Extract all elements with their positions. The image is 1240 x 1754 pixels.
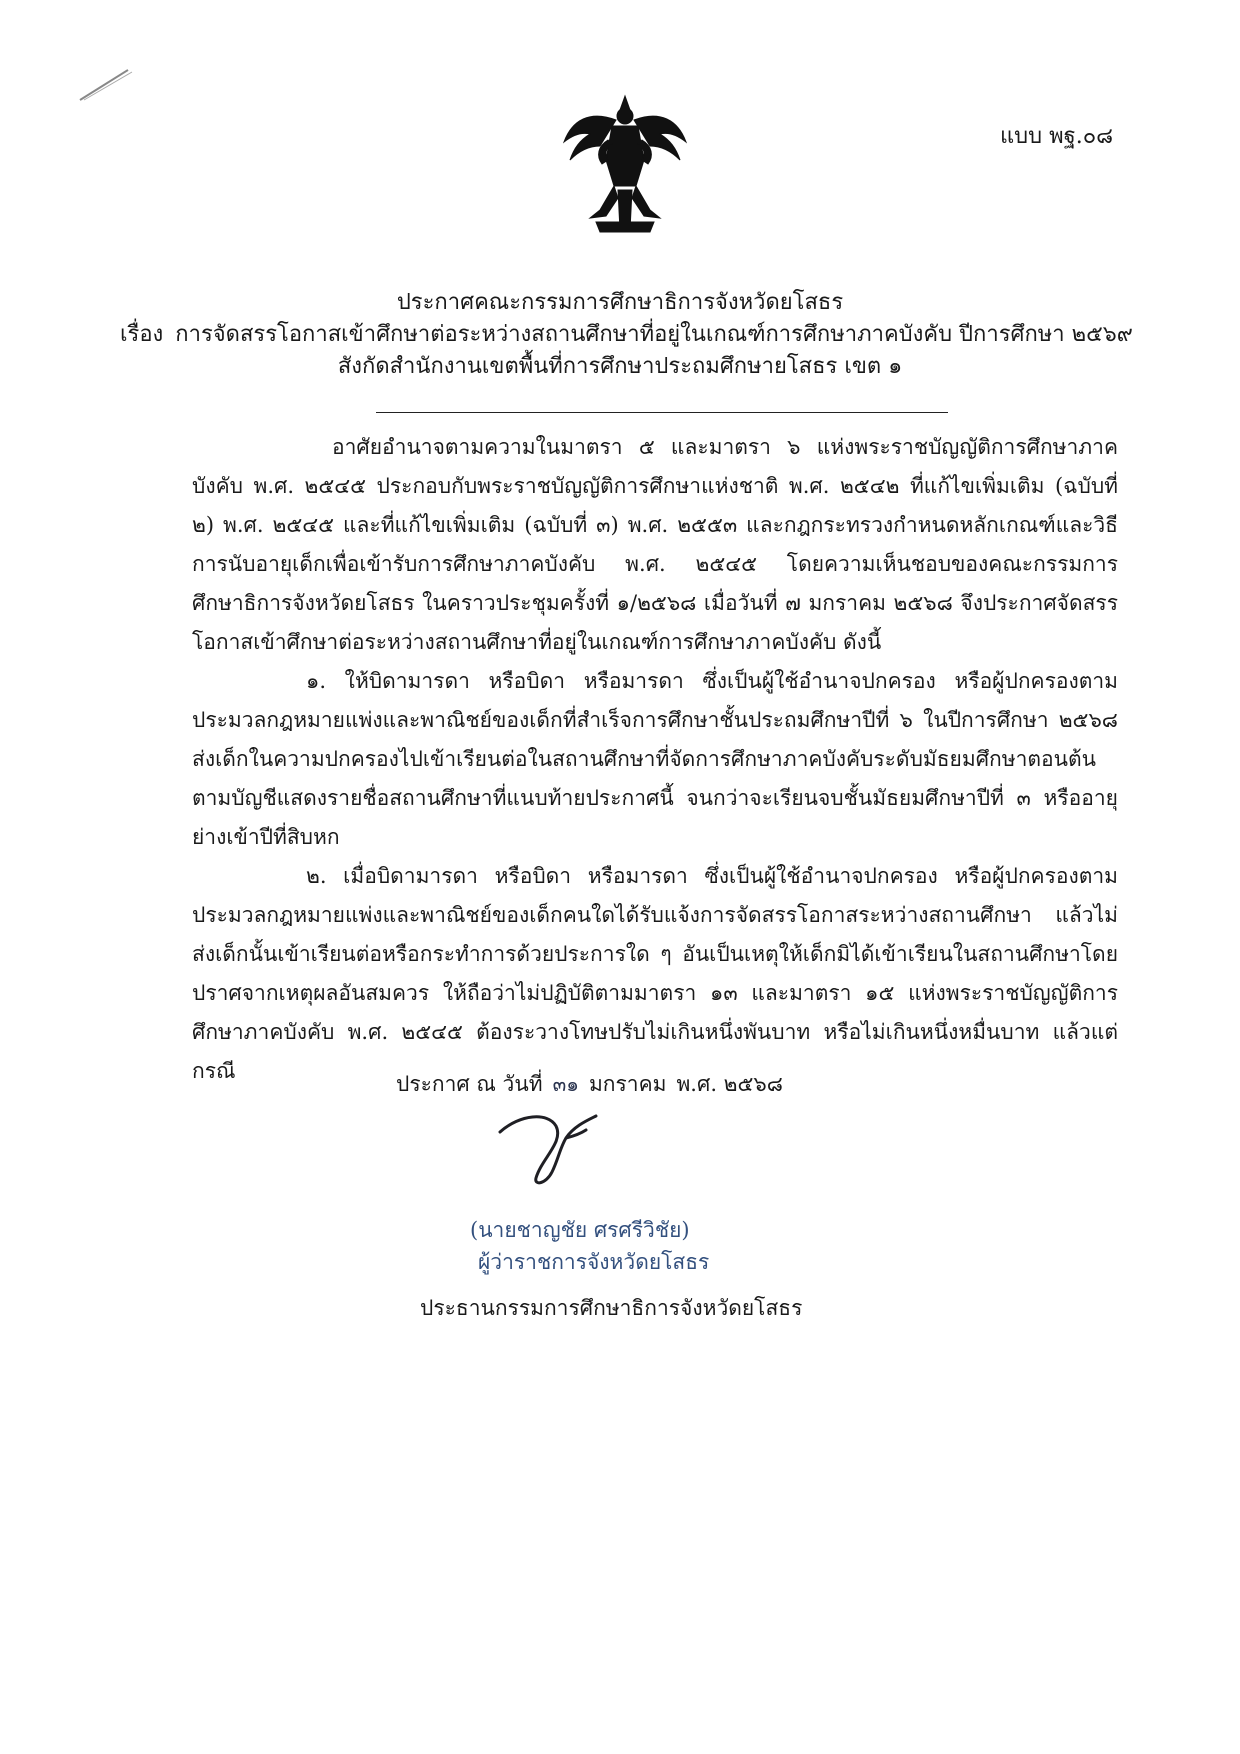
issuing-body-title: ประกาศคณะกรรมการศึกษาธิการจังหวัดยโสธร [396,290,844,315]
signatory-role: ประธานกรรมการศึกษาธิการจังหวัดยโสธร [420,1296,803,1320]
date-prefix: ประกาศ ณ วันที่ [396,1072,543,1096]
subject-text: การจัดสรรโอกาสเข้าศึกษาต่อระหว่างสถานศึกษาที่อยู่ในเกณฑ์การศึกษาภาคบังคับ ปีการศึกษา ๒๕๖๙ [175,322,1133,347]
subject-label: เรื่อง [120,322,164,347]
pen-stroke-mark [78,64,138,104]
date-month: มกราคม [588,1072,667,1096]
preamble-paragraph: อาศัยอำนาจตามความในมาตรา ๕ และมาตรา ๖ แห่งพระราชบัญญัติการศึกษาภาคบังคับ พ.ศ. ๒๕๔๕ ประกอบกับพระราชบัญญัติการศึกษาแห่งชาติ พ.ศ. ๒๕๔๒ ที่แก้ไขเพิ่มเติม (ฉบับที่ ๒) พ.ศ. ๒๕๔๕ และที่แก้ไขเพิ่มเติม (ฉบับที่ ๓) พ.ศ. ๒๕๕๓ และกฎกระทรวงกำหนดหลักเกณฑ์และวิธีการนับอายุเด็กเพื่อเข้ารับการศึกษาภาคบังคับ พ.ศ. ๒๕๔๕ โดยความเห็นชอบของคณะกรรมการศึกษาธิการจังหวัดยโสธร ในคราวประชุมครั้งที่ ๑/๒๕๖๘ เมื่อวันที่ ๗ มกราคม ๒๕๖๘ จึงประกาศจัดสรรโอกาสเข้าศึกษาต่อระหว่างสถานศึกษาที่อยู่ในเกณฑ์การศึกษาภาคบังคับ ดังนี้ [192,435,1118,654]
garuda-emblem-icon [560,90,690,240]
form-code: แบบ พฐ.๐๘ [1000,124,1114,149]
signatory-name: (นายชาญชัย ศรศรีวิชัย) [470,1218,690,1242]
affiliation-line: สังกัดสำนักงานเขตพื้นที่การศึกษาประถมศึกษายโสธร เขต ๑ [337,354,903,379]
heading-divider [376,412,948,413]
date-year: พ.ศ. ๒๕๖๘ [676,1072,783,1096]
date-day: ๓๑ [552,1072,579,1096]
clause-2-paragraph: ๒. เมื่อบิดามารดา หรือบิดา หรือมารดา ซึ่งเป็นผู้ใช้อำนาจปกครอง หรือผู้ปกครองตามประมวลกฎหมายแพ่งและพาณิชย์ของเด็กคนใดได้รับแจ้งการจัดสรรโอกาสระหว่างสถานศึกษา แล้วไม่ส่งเด็กนั้นเข้าเรียนต่อหรือกระทำการด้วยประการใด ๆ อันเป็นเหตุให้เด็กมิได้เข้าเรียนในสถานศึกษาโดยปราศจากเหตุผลอันสมควร ให้ถือว่าไม่ปฏิบัติตามมาตรา ๑๓ และมาตรา ๑๕ แห่งพระราชบัญญัติการศึกษาภาคบังคับ พ.ศ. ๒๕๔๕ ต้องระวางโทษปรับไม่เกินหนึ่งพันบาท หรือไม่เกินหนึ่งหมื่นบาท แล้วแต่กรณี [192,864,1118,1083]
announcement-body [192,428,1118,1091]
announcement-heading [120,288,1133,384]
subject-line [120,320,1133,350]
signatory-position: ผู้ว่าราชการจังหวัดยโสธร [478,1250,710,1274]
clause-1-paragraph: ๑. ให้บิดามารดา หรือบิดา หรือมารดา ซึ่งเป็นผู้ใช้อำนาจปกครอง หรือผู้ปกครองตามประมวลกฎหมายแพ่งและพาณิชย์ของเด็กที่สำเร็จการศึกษาชั้นประถมศึกษาปีที่ ๖ ในปีการศึกษา ๒๕๖๘ ส่งเด็กในความปกครองไปเข้าเรียนต่อในสถานศึกษาที่จัดการศึกษาภาคบังคับระดับมัธยมศึกษาตอนต้นตามบัญชีแสดงรายชื่อสถานศึกษาที่แนบท้ายประกาศนี้ จนกว่าจะเรียนจบชั้นมัธยมศึกษาปีที่ ๓ หรืออายุย่างเข้าปีที่สิบหก [192,669,1118,849]
handwritten-signature [496,1092,616,1192]
